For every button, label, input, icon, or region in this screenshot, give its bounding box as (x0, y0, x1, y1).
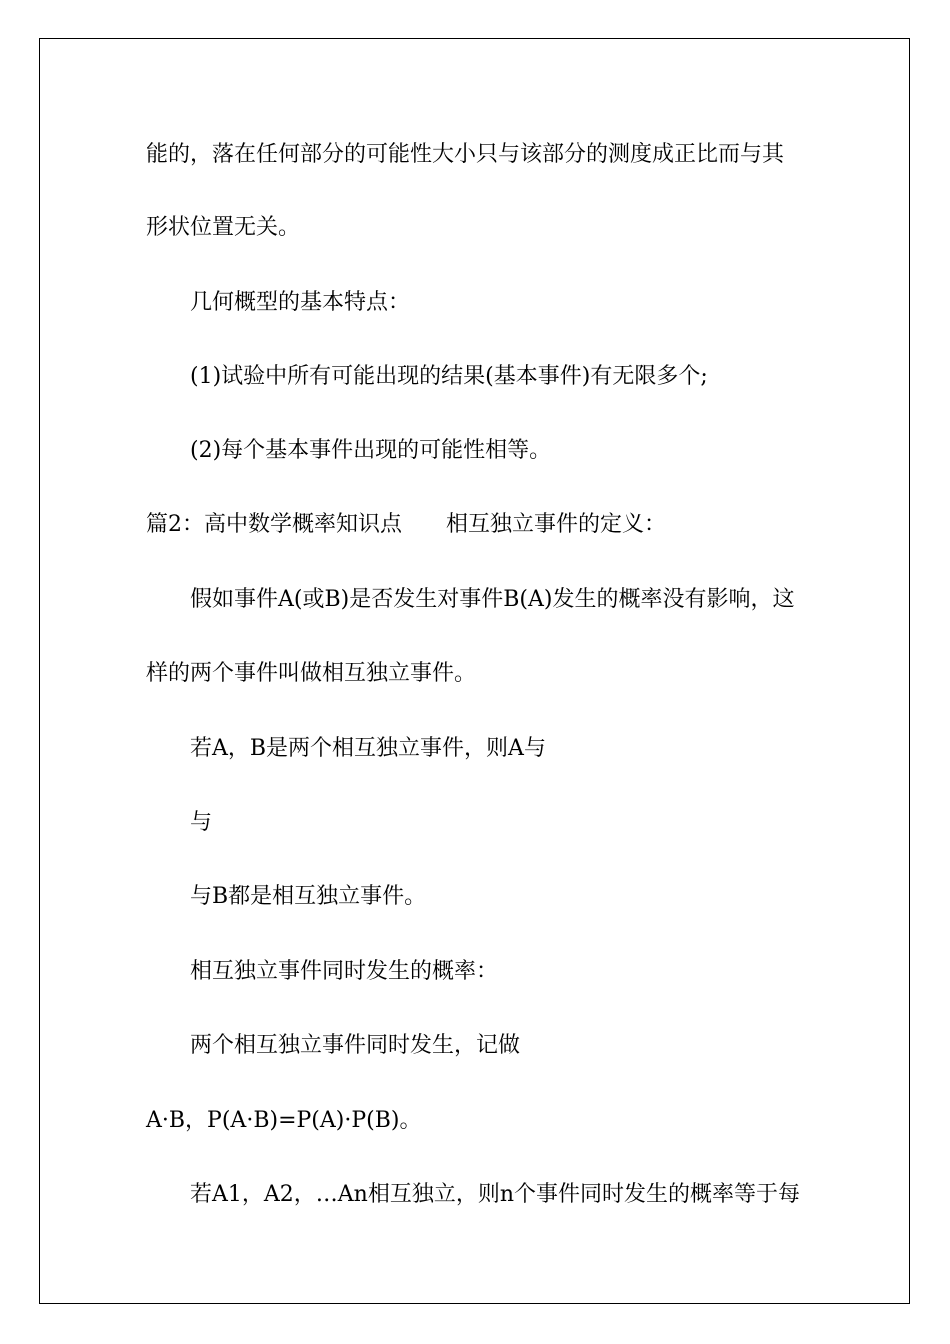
text-line: 几何概型的基本特点： (190, 290, 411, 315)
text-line: A·B，P(A·B)=P(A)·P(B)。 (146, 1108, 422, 1133)
text-line: 形状位置无关。 (146, 215, 301, 240)
text-line: 能的，落在任何部分的可能性大小只与该部分的测度成正比而与其 (146, 142, 785, 167)
section-heading: 篇2：高中数学概率知识点 (146, 512, 402, 537)
section-subheading: 相互独立事件的定义： (446, 512, 667, 537)
text-line: 与B都是相互独立事件。 (190, 884, 427, 909)
text-line: 两个相互独立事件同时发生，记做 (190, 1033, 521, 1058)
text-line: 假如事件A(或B)是否发生对事件B(A)发生的概率没有影响，这 (190, 587, 795, 612)
text-line: 与 (190, 810, 213, 835)
text-line: 样的两个事件叫做相互独立事件。 (146, 661, 477, 686)
text-line: (2)每个基本事件出现的可能性相等。 (190, 438, 552, 463)
text-line: (1)试验中所有可能出现的结果(基本事件)有无限多个; (190, 364, 708, 389)
section-heading-line (146, 511, 666, 539)
text-line: 相互独立事件同时发生的概率： (190, 959, 499, 984)
text-line: 若A，B是两个相互独立事件，则A与 (190, 736, 546, 761)
text-line: 若A1，A2，…An相互独立，则n个事件同时发生的概率等于每 (190, 1182, 800, 1207)
